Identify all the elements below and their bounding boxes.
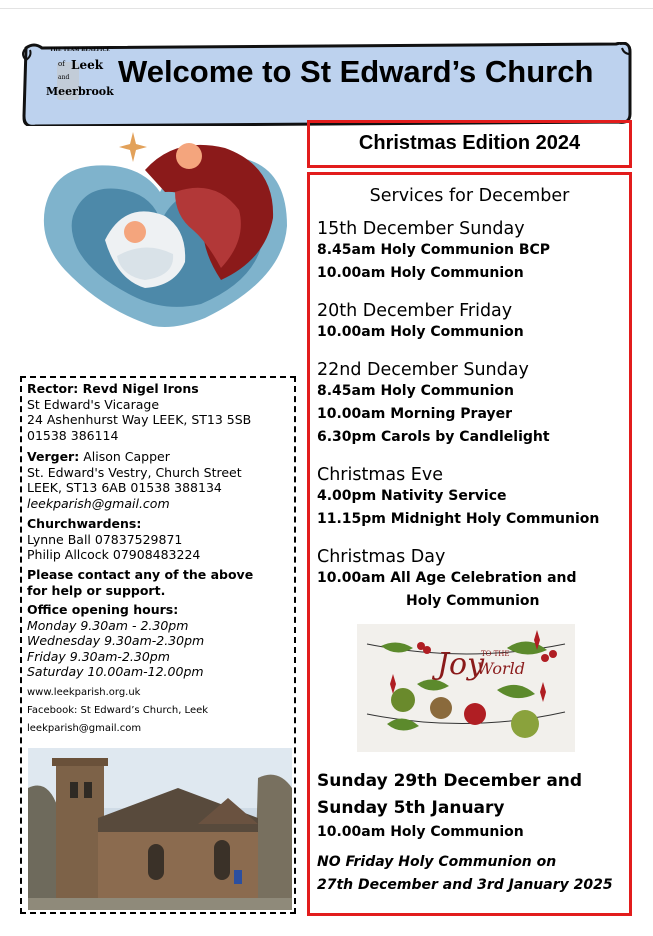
service-group (317, 547, 577, 613)
page-title: Welcome to St Edward’s Church (118, 54, 594, 89)
world-script-text: World (477, 659, 525, 678)
email-link[interactable]: leekparish@gmail.com (27, 723, 142, 734)
service-line: 10.00am All Age Celebration and (317, 570, 577, 586)
logo-leek: Leek (71, 58, 104, 72)
header-banner (20, 42, 632, 126)
service-line: 8.45am Holy Communion (317, 383, 514, 399)
please-line: for help or support. (27, 582, 166, 598)
rector-phone: 01538 386114 (27, 427, 119, 443)
service-line: 10.00am Holy Communion (317, 824, 524, 840)
office-hours-label: Office opening hours: (27, 602, 179, 617)
service-line: 8.45am Holy Communion BCP (317, 242, 551, 258)
service-line: 10.00am Holy Communion (317, 324, 524, 340)
verger-line: St. Edward's Vestry, Church Street (27, 464, 242, 480)
logo-and: and (58, 74, 70, 81)
office-hours-block (27, 602, 204, 680)
wardens-label: Churchwardens: (27, 516, 142, 531)
service-line: 10.00am Holy Communion (317, 265, 524, 281)
service-group (317, 219, 550, 285)
joy-script-text: Joy (437, 647, 485, 682)
logo-of: of (58, 60, 65, 68)
wardens-block (27, 516, 200, 563)
verger-label: Verger: (27, 449, 80, 464)
warden-entry: Lynne Ball 07837529871 (27, 531, 183, 547)
service-line: 6.30pm Carols by Candlelight (317, 429, 550, 445)
edition-box (307, 120, 632, 168)
please-line: Please contact any of the above (27, 567, 254, 582)
service-line: 4.00pm Nativity Service (317, 488, 507, 504)
service-group (317, 360, 550, 449)
service-group (317, 465, 599, 531)
service-day: 15th December Sunday (317, 219, 525, 239)
logo-small-text: THE TEAM BENEFICE (50, 48, 110, 53)
rector-line: St Edward's Vicarage (27, 396, 160, 412)
office-hours-line: Wednesday 9.30am-2.30pm (27, 633, 205, 648)
verger-name: Alison Capper (79, 449, 170, 464)
service-note: NO Friday Holy Communion on (317, 854, 557, 870)
to-the-text: TO THE (481, 650, 510, 658)
service-day: Sunday 29th December and (317, 771, 583, 791)
warden-entry: Philip Allcock 07908483224 (27, 547, 201, 562)
benefice-logo (44, 48, 114, 106)
joy-to-the-world-image (357, 624, 575, 752)
services-title: Services for December (369, 186, 570, 206)
service-day: Christmas Eve (317, 465, 443, 485)
service-day: Sunday 5th January (317, 798, 505, 818)
nativity-illustration (25, 130, 295, 330)
rector-block (27, 381, 251, 443)
service-line: 10.00am Morning Prayer (317, 406, 512, 422)
church-photo (28, 748, 292, 910)
service-day: 20th December Friday (317, 301, 513, 321)
verger-email[interactable]: leekparish@gmail.com (27, 495, 170, 511)
website-link[interactable]: www.leekparish.org.uk (27, 687, 141, 698)
facebook-link[interactable]: Facebook: St Edward’s Church, Leek (27, 705, 209, 716)
top-divider (0, 8, 653, 9)
final-services (317, 768, 613, 897)
edition-title: Christmas Edition 2024 (358, 132, 581, 154)
services-box (307, 172, 632, 916)
service-day: 22nd December Sunday (317, 360, 529, 380)
service-note: 27th December and 3rd January 2025 (317, 877, 613, 893)
contact-box (20, 376, 296, 914)
rector-label: Rector: Revd Nigel Irons (27, 381, 199, 396)
verger-line: LEEK, ST13 6AB 01538 388134 (27, 480, 222, 495)
office-hours-line: Saturday 10.00am-12.00pm (27, 664, 204, 679)
service-day: Christmas Day (317, 547, 446, 567)
service-line: Holy Communion (406, 593, 540, 609)
please-contact (27, 567, 253, 598)
office-hours-line: Monday 9.30am - 2.30pm (27, 617, 189, 633)
logo-meerbrook: Meerbrook (46, 85, 114, 98)
links-block (27, 683, 208, 737)
service-group (317, 301, 524, 344)
rector-line: 24 Ashenhurst Way LEEK, ST13 5SB (27, 412, 252, 427)
service-line: 11.15pm Midnight Holy Communion (317, 511, 600, 527)
verger-block (27, 449, 242, 511)
office-hours-line: Friday 9.30am-2.30pm (27, 648, 170, 664)
